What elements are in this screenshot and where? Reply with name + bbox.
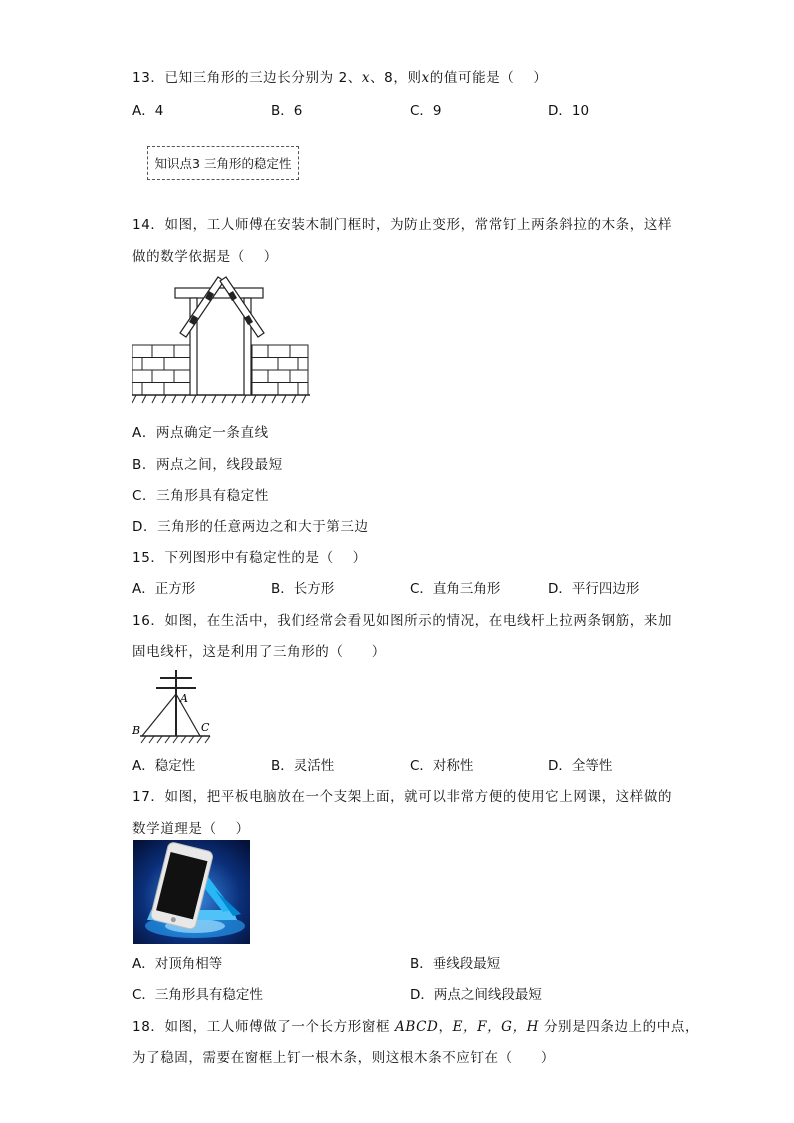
q14-option-b[interactable]: B．两点之间，线段最短	[132, 457, 283, 473]
q16-option-a[interactable]: A．稳定性	[132, 758, 196, 774]
q15-stem: 15．下列图形中有稳定性的是（ ）	[132, 550, 367, 566]
q17-option-b[interactable]: B．垂线段最短	[410, 956, 501, 972]
section-knowledge-point-3: 知识点3 三角形的稳定性	[147, 146, 299, 180]
q16-stem-line2: 固电线杆，这是利用了三角形的（ ）	[132, 644, 386, 660]
q16-option-d[interactable]: D．全等性	[548, 758, 613, 774]
tablet-stand-photo	[133, 840, 250, 944]
q15-option-d[interactable]: D．平行四边形	[548, 581, 640, 597]
q14-stem-line1: 14．如图，工人师傅在安装木制门框时，为防止变形，常常钉上两条斜拉的木条，这样	[132, 217, 673, 233]
q17-option-c[interactable]: C．三角形具有稳定性	[132, 987, 263, 1003]
q13-option-c[interactable]: C．9	[410, 103, 442, 119]
q14-option-d[interactable]: D．三角形的任意两边之和大于第三边	[132, 519, 369, 535]
q15-option-b[interactable]: B．长方形	[271, 581, 335, 597]
q13-option-d[interactable]: D．10	[548, 103, 590, 119]
q14-stem-line2: 做的数学依据是（ ）	[132, 249, 278, 265]
q14-option-a[interactable]: A．两点确定一条直线	[132, 425, 269, 441]
q13-option-a[interactable]: A．4	[132, 103, 164, 119]
q16-option-c[interactable]: C．对称性	[410, 758, 474, 774]
q17-stem-line2: 数学道理是（ ）	[132, 821, 250, 837]
q16-stem-line1: 16．如图，在生活中，我们经常会看见如图所示的情况，在电线杆上拉两条钢筋，来加	[132, 613, 673, 629]
q15-option-a[interactable]: A．正方形	[132, 581, 196, 597]
door-frame-figure	[132, 273, 310, 407]
q16-option-b[interactable]: B．灵活性	[271, 758, 335, 774]
q13-option-b[interactable]: B．6	[271, 103, 303, 119]
label-c: C	[201, 721, 210, 734]
q17-option-d[interactable]: D．两点之间线段最短	[410, 987, 542, 1003]
q14-option-c[interactable]: C．三角形具有稳定性	[132, 488, 269, 504]
label-b: B	[132, 724, 141, 737]
q18-stem-line1: 18．如图，工人师傅做了一个长方形窗框 ABCD，E，F，G，H 分别是四条边上的中点，	[132, 1019, 700, 1035]
utility-pole-figure	[132, 666, 214, 746]
label-a: A	[180, 692, 188, 705]
q17-stem-line1: 17．如图，把平板电脑放在一个支架上面，就可以非常方便的使用它上网课，这样做的	[132, 789, 673, 805]
q17-option-a[interactable]: A．对顶角相等	[132, 956, 223, 972]
q15-option-c[interactable]: C．直角三角形	[410, 581, 501, 597]
q18-stem-line2: 为了稳固，需要在窗框上钉一根木条，则这根木条不应钉在（ ）	[132, 1050, 555, 1066]
q13-stem: 13．已知三角形的三边长分别为 2、x、8，则x的值可能是（ ）	[132, 70, 548, 86]
